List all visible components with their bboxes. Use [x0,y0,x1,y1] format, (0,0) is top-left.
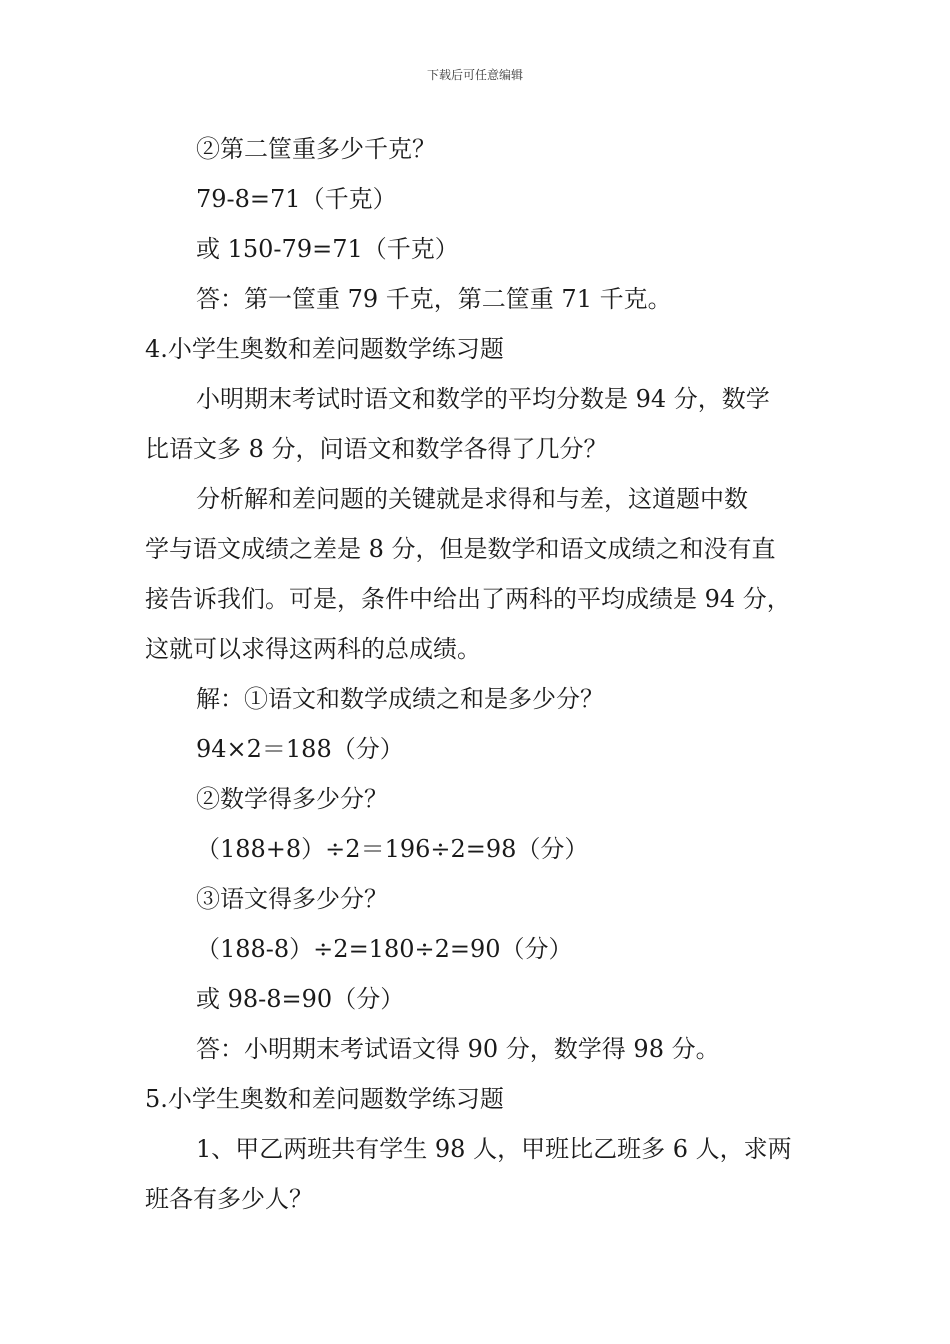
page-header: 下载后可任意编辑 [426,68,523,82]
text-line: 比语文多 8 分，问语文和数学各得了几分？ [145,435,608,463]
text-line: 解：①语文和数学成绩之和是多少分？ [196,685,604,713]
section-heading: 5.小学生奥数和差问题数学练习题 [145,1085,504,1113]
text-line: 1、甲乙两班共有学生 98 人，甲班比乙班多 6 人，求两 [196,1135,792,1163]
text-line: （188-8）÷2=180÷2=90（分） [196,935,573,963]
text-line: 94×2＝188（分） [196,735,404,763]
text-line: 或 98-8=90（分） [196,985,405,1013]
section-heading: 4.小学生奥数和差问题数学练习题 [145,335,504,363]
text-line: 答：第一筐重 79 千克，第二筐重 71 千克。 [196,285,672,313]
text-line: 答：小明期末考试语文得 90 分，数学得 98 分。 [196,1035,720,1063]
text-line: 79-8=71（千克） [196,185,397,213]
text-line: 小明期末考试时语文和数学的平均分数是 94 分，数学 [196,385,770,413]
text-line: 班各有多少人？ [145,1185,313,1213]
text-line: ②第二筐重多少千克？ [196,135,436,163]
text-line: （188+8）÷2＝196÷2=98（分） [196,835,589,863]
text-line: 这就可以求得这两科的总成绩。 [145,635,481,663]
text-line: 学与语文成绩之差是 8 分，但是数学和语文成绩之和没有直 [145,535,776,563]
text-line: ②数学得多少分？ [196,785,388,813]
text-line: 接告诉我们。可是，条件中给出了两科的平均成绩是 94 分， [145,585,791,613]
text-line: ③语文得多少分？ [196,885,388,913]
text-line: 分析解和差问题的关键就是求得和与差，这道题中数 [196,485,748,513]
text-line: 或 150-79=71（千克） [196,235,459,263]
